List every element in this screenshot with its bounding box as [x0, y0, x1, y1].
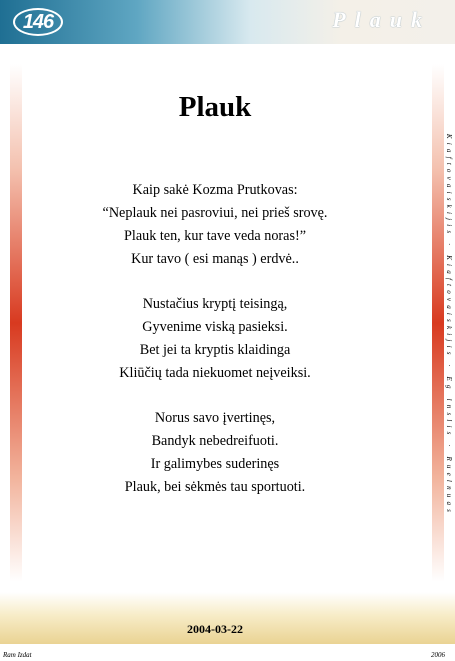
right-decorative-bar	[432, 64, 444, 582]
poem-stanza	[0, 293, 430, 385]
poem-stanza	[0, 179, 430, 271]
side-vertical-text-label: Kiaftovaiskijis · Kiaftovaiskijis · Eg lnslis · Ruelnuas	[445, 133, 454, 517]
poem-stanza	[0, 407, 430, 499]
side-vertical-text	[444, 60, 454, 590]
poem-line: Gyvenime viską pasieksi.	[142, 319, 288, 335]
publisher-label: Ram Izdat	[3, 651, 32, 659]
poem-body	[0, 179, 430, 521]
year-label: 2006	[431, 651, 445, 659]
poem-line: Ir galimybes suderinęs	[150, 456, 280, 472]
poem-line: Kaip sakė Kozma Prutkovas:	[132, 182, 298, 198]
page-number-badge	[13, 8, 63, 36]
poem-line: Plauk, bei sėkmės tau sportuoti.	[124, 479, 306, 495]
poem-line: Kur tavo ( esi manąs ) erdvė..	[131, 251, 299, 267]
poem-line: Bandyk nebedreifuoti.	[151, 433, 279, 449]
poem-line: Kliūčių tada niekuomet neįveiksi.	[119, 365, 311, 381]
page-number: 146	[22, 10, 54, 33]
poem-line: Bet jei ta kryptis klaidinga	[139, 342, 291, 358]
poem-title: Plauk	[178, 91, 252, 123]
header-title: Plauk	[332, 7, 431, 32]
page-header	[0, 0, 455, 44]
poem-line: Norus savo įvertinęs,	[154, 410, 276, 426]
poem-line: Plauk ten, kur tave veda noras!”	[123, 228, 306, 244]
footer-date: 2004-03-22	[187, 622, 243, 636]
poem-line: “Neplauk nei pasroviui, nei prieš srovę.	[102, 205, 328, 221]
poem-line: Nustačius kryptį teisingą,	[142, 296, 288, 312]
